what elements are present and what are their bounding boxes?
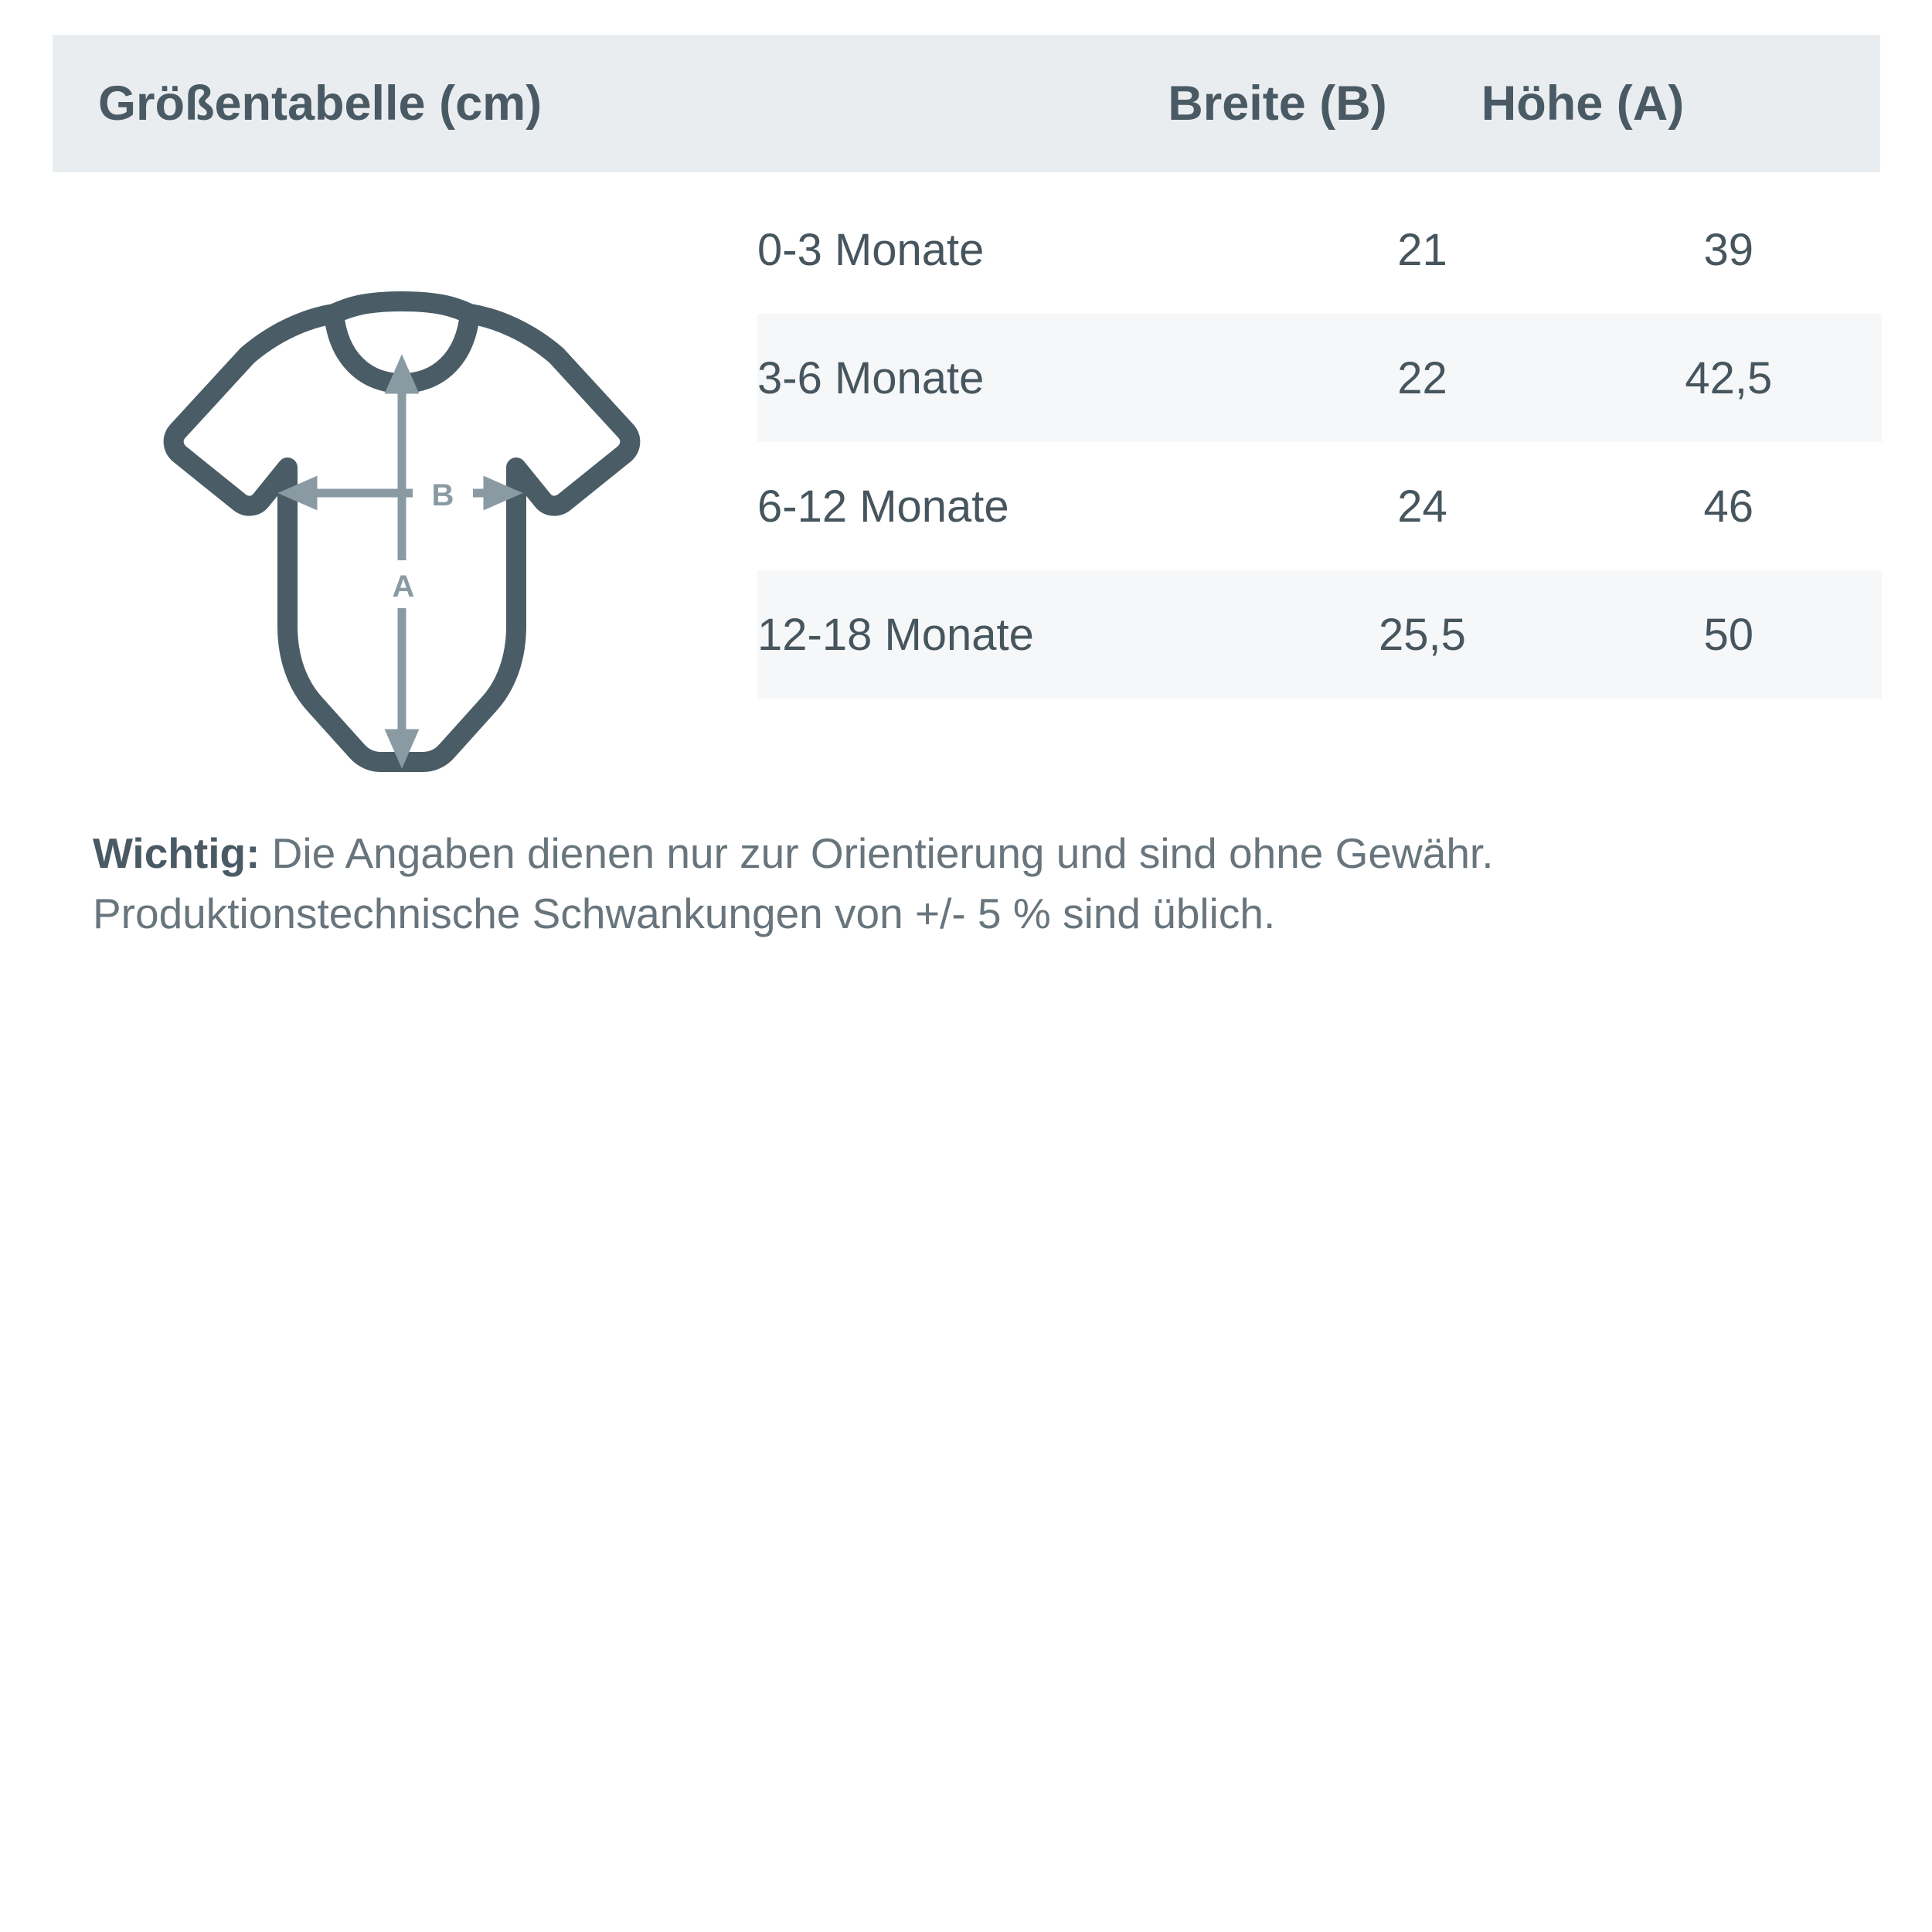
cell-size-label: 3-6 Monate — [757, 352, 985, 403]
column-header-height: Höhe (A) — [1481, 77, 1685, 131]
baby-bodysuit-diagram — [131, 224, 672, 781]
label-width-b: B — [431, 478, 454, 512]
cell-height: 50 — [1703, 609, 1754, 660]
table-row — [757, 314, 1882, 442]
cell-height: 46 — [1703, 481, 1754, 532]
size-table — [757, 185, 1882, 699]
table-header-bar — [53, 35, 1880, 172]
cell-size-label: 6-12 Monate — [757, 481, 1009, 532]
disclaimer-line-1: Die Angaben dienen nur zur Orientierung und sind ohne Gewähr. — [260, 829, 1494, 877]
disclaimer-emphasis: Wichtig: — [93, 829, 260, 877]
page-title: Größentabelle (cm) — [98, 77, 543, 131]
table-row — [757, 185, 1882, 314]
table-row — [757, 442, 1882, 570]
cell-size-label: 12-18 Monate — [757, 609, 1034, 660]
disclaimer-line-2: Produktionstechnische Schwankungen von +/- 5 % sind üblich. — [93, 889, 1276, 938]
column-header-width: Breite (B) — [1168, 77, 1387, 131]
cell-height: 39 — [1703, 224, 1754, 275]
cell-width: 21 — [1397, 224, 1447, 275]
cell-height: 42,5 — [1685, 352, 1773, 403]
cell-width: 22 — [1397, 352, 1447, 403]
disclaimer-note — [93, 823, 1862, 944]
table-row — [757, 570, 1882, 699]
cell-size-label: 0-3 Monate — [757, 224, 985, 275]
cell-width: 25,5 — [1379, 609, 1466, 660]
cell-width: 24 — [1397, 481, 1447, 532]
label-height-a: A — [392, 570, 415, 604]
